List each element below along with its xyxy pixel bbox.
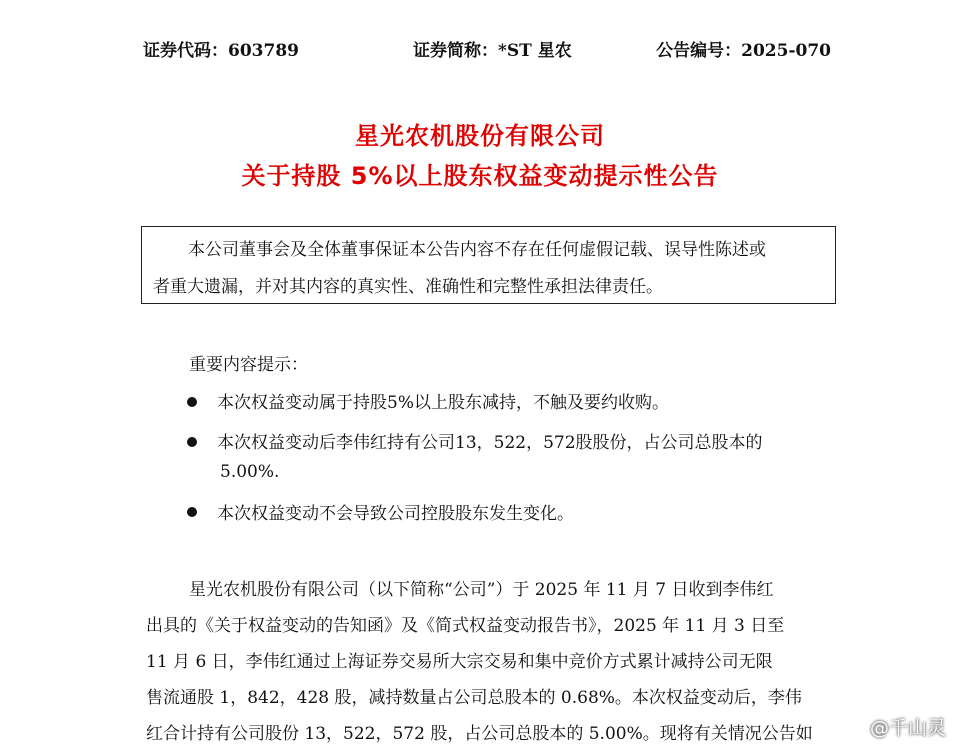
bullet-icon xyxy=(187,507,197,517)
disclaimer-box xyxy=(141,226,836,304)
watermark-text: @千山灵 xyxy=(869,717,946,739)
body-line: 售流通股 1，842，428 股，减持数量占公司总股本的 0.68%。本次权益变动后，李伟 xyxy=(146,688,802,708)
disclaimer-line-1: 本公司董事会及全体董事保证本公告内容不存在任何虚假记载、误导性陈述或 xyxy=(188,240,766,260)
body-line: 11 月 6 日，李伟红通过上海证券交易所大宗交易和集中竞价方式累计减持公司无限 xyxy=(146,652,773,672)
stock-abbreviation: 证券简称：*ST 星农 xyxy=(413,41,572,61)
watermark xyxy=(838,713,946,740)
disclaimer-line-2: 者重大遗漏，并对其内容的真实性、准确性和完整性承担法律责任。 xyxy=(153,277,663,297)
bullet-icon xyxy=(187,437,197,447)
tip-item: 本次权益变动不会导致公司控股股东发生变化。 xyxy=(217,504,574,524)
stock-code: 证券代码：603789 xyxy=(143,41,299,61)
body-line: 出具的《关于权益变动的告知函》及《简式权益变动报告书》，2025 年 11 月 3 日至 xyxy=(146,616,785,636)
announcement-title: 关于持股 5%以上股东权益变动提示性公告 xyxy=(241,162,719,190)
body-line: 红合计持有公司股份 13，522，572 股，占公司总股本的 5.00%。现将有关情况公告如 xyxy=(146,724,813,744)
announcement-number: 公告编号：2025-070 xyxy=(656,41,831,61)
weibo-icon xyxy=(838,716,864,738)
body-line: 星光农机股份有限公司（以下简称“公司”）于 2025 年 11 月 7 日收到李伟红 xyxy=(189,580,774,600)
important-tips-label: 重要内容提示： xyxy=(189,355,308,375)
tip-item: 本次权益变动后李伟红持有公司13，522，572股股份，占公司总股本的 xyxy=(217,433,763,453)
tip-item-continuation: 5.00%. xyxy=(220,462,280,482)
document-header xyxy=(143,36,831,62)
tip-item: 本次权益变动属于持股5%以上股东减持，不触及要约收购。 xyxy=(217,393,669,413)
company-name-title: 星光农机股份有限公司 xyxy=(355,122,605,150)
bullet-icon xyxy=(187,397,197,407)
